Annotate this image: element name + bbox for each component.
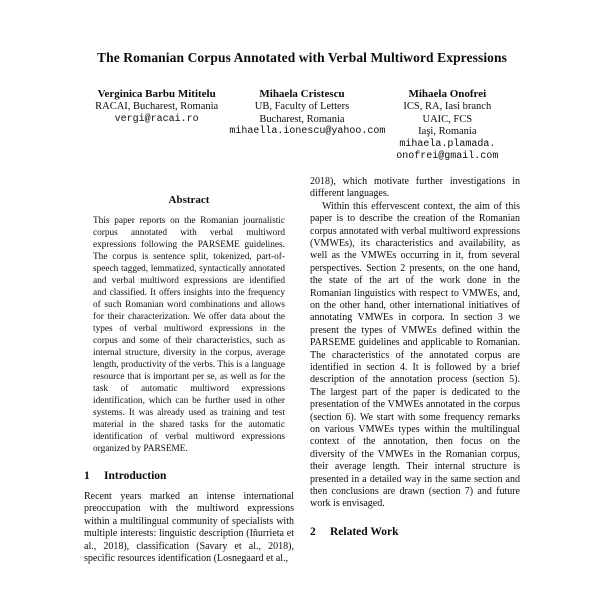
abstract-heading: Abstract xyxy=(168,193,210,206)
section-title: Introduction xyxy=(104,469,167,482)
author-card-1 xyxy=(84,88,229,164)
right-column xyxy=(310,176,520,565)
two-column-body xyxy=(84,176,520,565)
author-affiliation: RACAI, Bucharest, Romania xyxy=(95,101,219,113)
author-affiliation: Bucharest, Romania xyxy=(259,113,345,125)
paper-title: The Romanian Corpus Annotated with Verbal Multiword Expressions xyxy=(97,50,507,65)
section-heading-introduction xyxy=(84,470,294,482)
author-card-2 xyxy=(229,87,386,164)
section-number: 2 xyxy=(310,525,316,538)
author-name: Verginica Barbu Mititelu xyxy=(97,87,216,100)
section-title: Related Work xyxy=(330,525,399,538)
author-email: mihaella.ionescu@yahoo.com xyxy=(229,126,386,138)
left-column xyxy=(84,176,294,565)
abstract-text: This paper reports on the Romanian journalistic corpus annotated with verbal multiword expressions following the PARSEME guidelines. The corpus is sentence split, tokenized, part-of-speech tagged, lemmatized, syntactically annotated and verbal multiword expressions are identified and classified. It offers insights into the frequency of such Romanian word combinations and allows for their characterization. We offer data about the types of verbal multiword expressions in the corpus and some of their characteristics, such as internal structure, diversity in the corpus, average length, productivity of the verbs. This is a language resource that is important per se, as well as for the task of automatic multiword expressions identification, which can be further used in other systems. It was already used as training and test material in the shared tasks for the automatic identification of verbal multiword expressions organized by PARSEME. xyxy=(93,215,285,454)
author-affiliation: Iaşi, Romania xyxy=(418,126,477,138)
author-name: Mihaela Cristescu xyxy=(259,87,345,100)
introduction-paragraph: Recent years marked an intense international preoccupation with the multiword expressions within a multilingual community of specialists with multiple interests: linguistic description (Iñurrieta et al., 2018), classification (Savary et al., 2018), specific resources identification (Losnegaard et al., xyxy=(84,490,294,564)
author-name: Mihaela Onofrei xyxy=(408,87,487,100)
author-affiliation: ICS, RA, Iasi branch xyxy=(403,101,492,113)
section-number: 1 xyxy=(84,469,90,482)
author-affiliation: UAIC, FCS xyxy=(422,113,473,125)
author-affiliation: UB, Faculty of Letters xyxy=(254,101,350,113)
author-email: vergi@racai.ro xyxy=(114,113,199,125)
overview-paragraph: Within this effervescent context, the aim of this paper is to describe the creation of the Romanian corpus annotated with verbal multiword expressions (VMWEs), its characteristics and availability, as well as the VMWEs occurring in it, from several perspectives. Section 2 presents, on the one hand, the state of the art of the work done in the Romanian linguistics with respect to VMWEs, and, on the other hand, other international initiatives of annotating VMWEs in corpora. In section 3 we present the types of VMWEs defined within the PARSEME guidelines and applicable to Romanian. The characteristics of the annotated corpus are identified in section 4. It is followed by a brief description of the annotation process (section 5). The largest part of the paper is dedicated to the presentation of the VMWEs annotated in the corpus (section 6). We start with some frequency remarks on various VMWEs types within the multilingual context of the annotation, then focus on the diversity of the VMWEs in the Romanian corpus, their average length. Their internal structure is presented in a detailed way in the same section and then conclusions are drawn (section 7) and future work is envisaged. xyxy=(310,200,520,510)
author-card-3 xyxy=(375,88,520,164)
author-email: mihaela.plamada. xyxy=(399,138,496,150)
continuation-paragraph: 2018), which motivate further investigations in different languages. xyxy=(310,175,520,200)
section-heading-related-work xyxy=(310,526,520,538)
author-block xyxy=(84,88,520,164)
author-email: onofrei@gmail.com xyxy=(396,151,499,163)
